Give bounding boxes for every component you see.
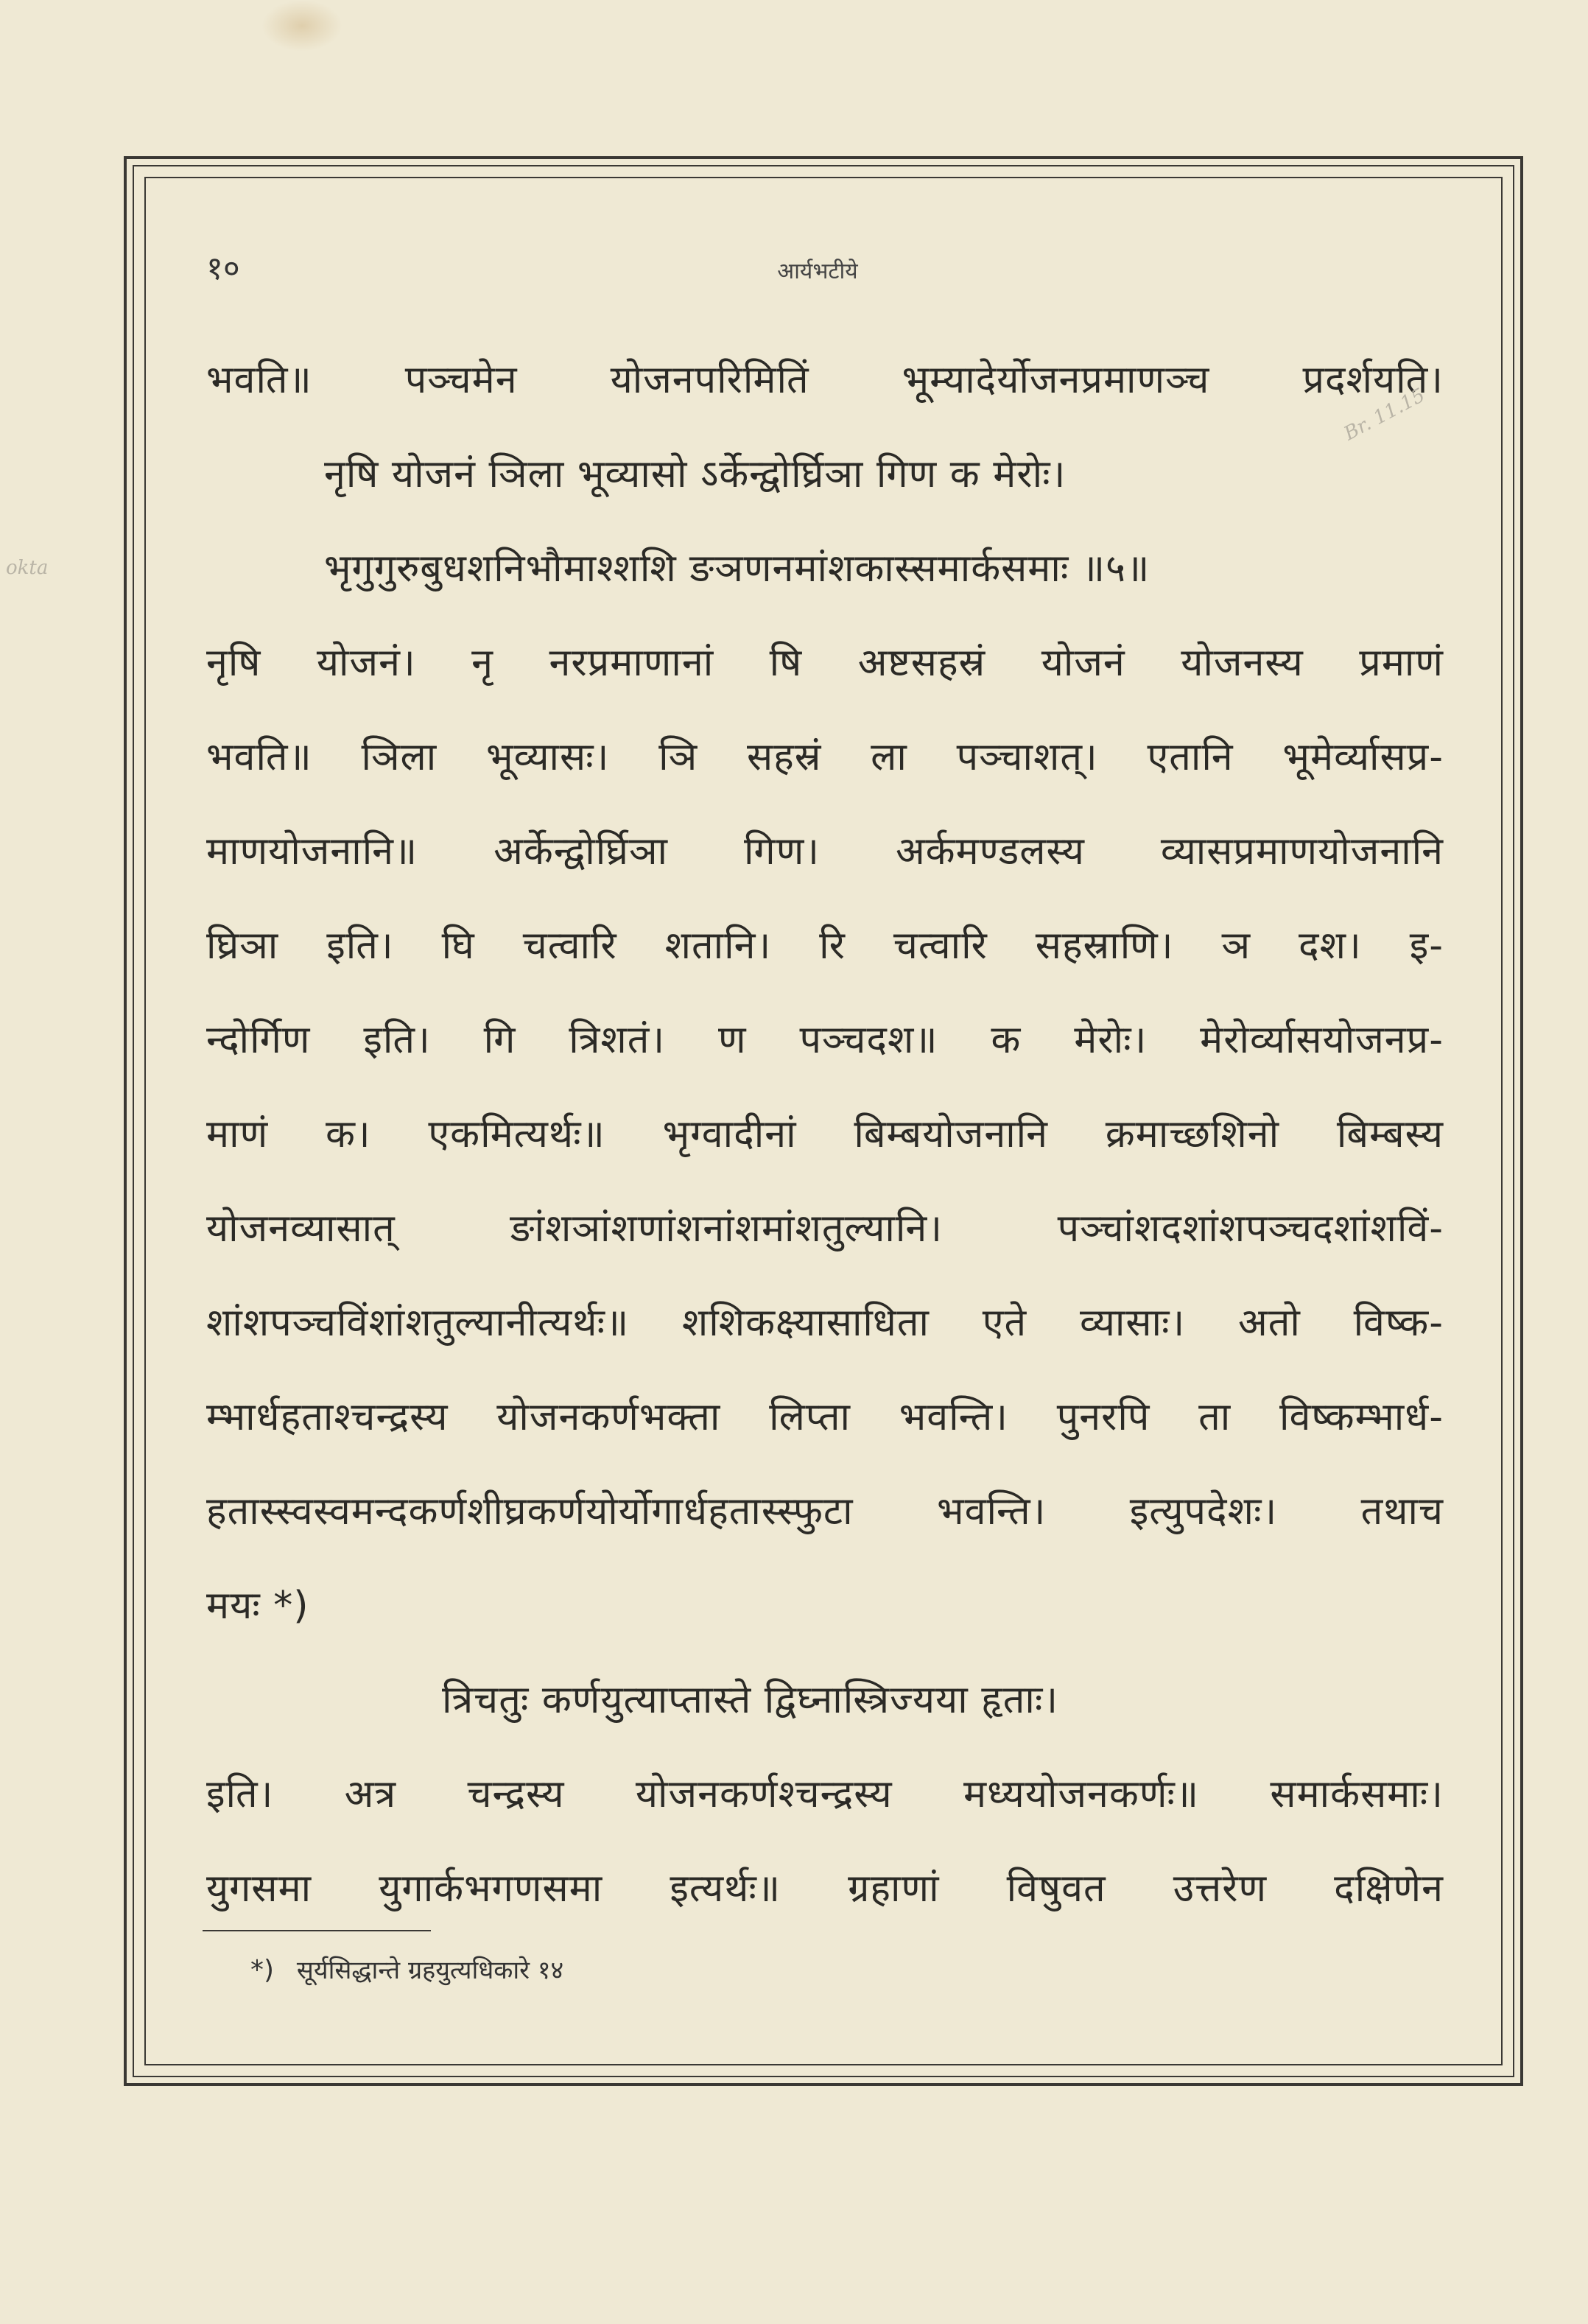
text-line: युगसमा युगार्कभगणसमा इत्यर्थः॥ ग्रहाणां विषुवत उत्तरेण दक्षिणेन bbox=[206, 1867, 1444, 1911]
text-line: शांशपञ्चविंशांशतुल्यानीत्यर्थः॥ शशिकक्ष्यासाधिता एते व्यासाः। अतो विष्क- bbox=[206, 1301, 1444, 1345]
footnote-rule bbox=[203, 1930, 431, 1931]
verse-line: भृगुगुरुबुधशनिभौमाश्शशि ङञणनमांशकास्समार्कसमाः ॥५॥ bbox=[324, 547, 1150, 591]
text-line: योजनव्यासात् ङांशञांशणांशनांशमांशतुल्यानि। पञ्चांशदशांशपञ्चदशांशविं- bbox=[206, 1207, 1444, 1251]
text-line: न्दोर्गिण इति। गि त्रिशतं। ण पञ्चदश॥ क मेरोः। मेरोर्व्यासयोजनप्र- bbox=[206, 1018, 1444, 1062]
page-number: १० bbox=[206, 250, 240, 287]
footnote-marker: *) bbox=[250, 1955, 275, 1985]
verse-line: नृषि योजनं ञिला भूव्यासो ऽर्केन्द्वोर्घ्रिञा गिण क मेरोः। bbox=[324, 452, 1067, 496]
text-line: घ्रिञा इति। घि चत्वारि शतानि। रि चत्वारि सहस्राणि। ञ दश। इ- bbox=[206, 924, 1444, 968]
quoted-verse-line: त्रिचतुः कर्णयुत्याप्तास्ते द्विघ्नास्त्रिज्यया हृताः। bbox=[442, 1678, 1059, 1722]
footnote-text: सूर्यसिद्धान्ते ग्रहयुत्यधिकारे १४ bbox=[296, 1956, 564, 1985]
text-line: माणयोजनानि॥ अर्केन्द्वोर्घ्रिञा गिण। अर्कमण्डलस्य व्यासप्रमाणयोजनानि bbox=[206, 829, 1444, 874]
text-line: म्भार्धहताश्चन्द्रस्य योजनकर्णभक्ता लिप्ता भवन्ति। पुनरपि ता विष्कम्भार्ध- bbox=[206, 1395, 1444, 1439]
text-line: इति। अत्र चन्द्रस्य योजनकर्णश्चन्द्रस्य मध्ययोजनकर्णः॥ समार्कसमाः। bbox=[206, 1772, 1444, 1816]
footnote bbox=[250, 1952, 563, 1986]
text-line: माणं क। एकमित्यर्थः॥ भृग्वादीनां बिम्बयोजनानि क्रमाच्छशिनो बिम्बस्य bbox=[206, 1112, 1444, 1156]
paper-stain bbox=[261, 0, 342, 52]
margin-annotation-left: okta bbox=[6, 557, 49, 579]
text-line: भवति॥ पञ्चमेन योजनपरिमितिं भूम्यादेर्योजनप्रमाणञ्च प्रदर्शयति। bbox=[206, 358, 1444, 402]
text-line: मयः *) bbox=[206, 1584, 309, 1628]
margin-annotation-right: Br. 11.15 bbox=[1340, 384, 1429, 446]
running-head: आर्यभटीये bbox=[777, 259, 858, 284]
body-text bbox=[206, 346, 1444, 1949]
page-header bbox=[206, 245, 1429, 289]
text-line: हतास्स्वस्वमन्दकर्णशीघ्रकर्णयोर्योगार्धहतास्स्फुटा भवन्ति। इत्युपदेशः। तथाच bbox=[206, 1489, 1444, 1534]
text-line: भवति॥ ञिला भूव्यासः। ञि सहस्रं ला पञ्चाशत्। एतानि भूमेर्व्यासप्र- bbox=[206, 735, 1444, 779]
text-line: नृषि योजनं। नृ नरप्रमाणानां षि अष्टसहस्रं योजनं योजनस्य प्रमाणं bbox=[206, 641, 1444, 685]
